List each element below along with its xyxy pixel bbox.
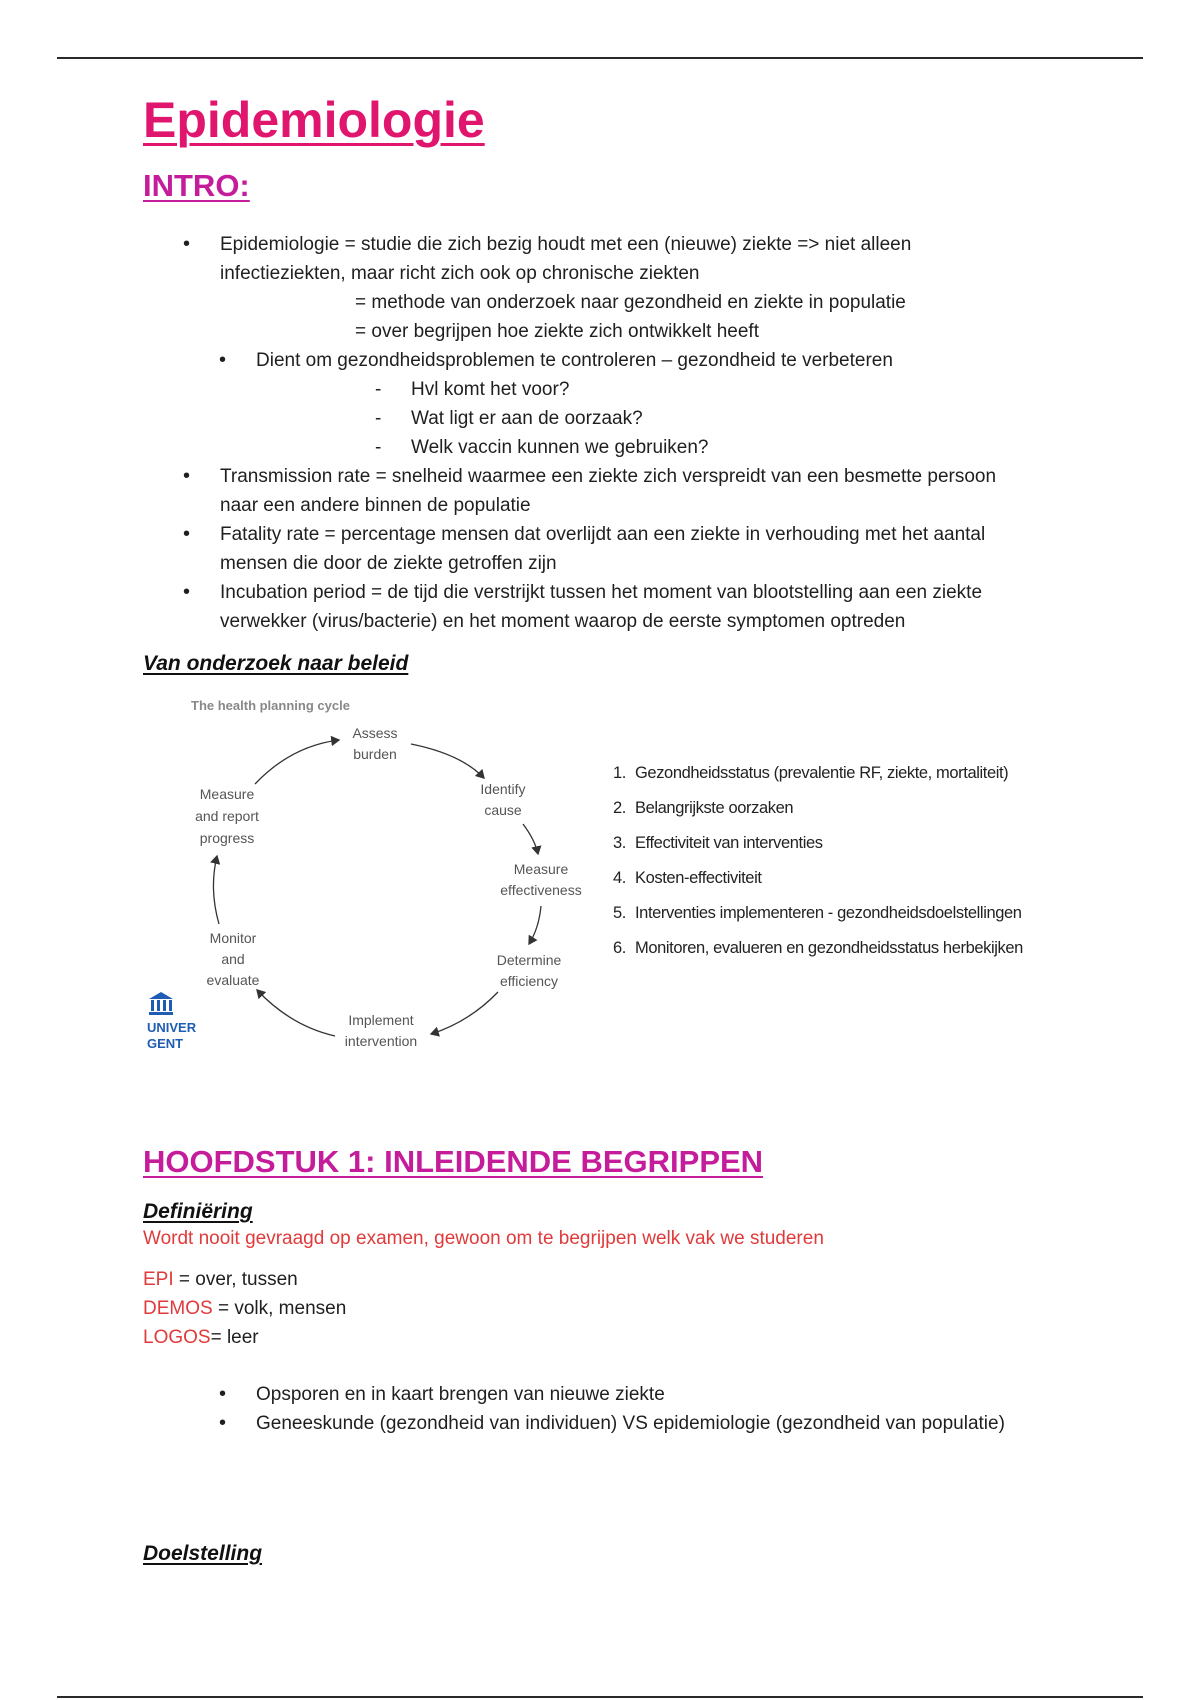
intro-item2-line2: naar een andere binnen de populatie [220,495,531,516]
list-item [143,578,1073,636]
cycle-title: The health planning cycle [191,698,350,713]
definition-row: LOGOS= leer [143,1327,259,1348]
list-item: 3. Effectiviteit van interventies [613,834,823,852]
node-identify-2: cause [484,802,522,818]
list-item: 6. Monitoren, evalueren en gezondheidsstatus herbekijken [613,939,1023,957]
cycle-arrow [529,906,541,944]
planning-steps-list [613,756,1023,966]
health-planning-cycle-diagram [143,684,603,1084]
page-title: Epidemiologie [143,92,485,148]
intro-item3-line2: mensen die door de ziekte getroffen zijn [220,553,557,574]
node-measure-rep-3: progress [199,830,255,846]
intro-item1-line4: = over begrijpen hoe ziekte zich ontwikkelt heeft [355,321,759,342]
list-item [143,462,1073,520]
list-item: - Welk vaccin kunnen we gebruiken? [143,433,1073,462]
intro-item4-line1: Incubation period = de tijd die verstrijkt tussen het moment van blootstelling aan een ziekte [220,582,983,603]
intro-item2-line1: Transmission rate = snelheid waarmee een ziekte zich verspreidt van een besmette persoon [220,466,997,487]
definition-row: DEMOS = volk, mensen [143,1298,347,1319]
cycle-arrow [411,744,484,778]
beleid-heading: Van onderzoek naar beleid [143,652,409,675]
list-item: 4. Kosten-effectiviteit [613,869,762,887]
health-planning-figure [143,684,1073,1084]
definiering-heading: Definiëring [143,1200,253,1223]
node-implement-2: intervention [344,1033,418,1049]
university-logo [147,990,196,1052]
list-item: 2. Belangrijkste oorzaken [613,799,794,817]
cycle-arrow [255,740,339,784]
intro-item1-line1: Epidemiologie = studie die zich bezig houdt met een (nieuwe) ziekte => niet alleen [220,234,912,255]
bottom-rule [57,1696,1143,1698]
node-determine-1: Determine [496,952,562,968]
intro-item3-line1: Fatality rate = percentage mensen dat overlijdt aan een ziekte in verhouding met het aantal [220,524,986,545]
intro-item1-line2: infectieziekten, maar richt zich ook op chronische ziekten [220,263,700,284]
intro-subitem: Dient om gezondheidsproblemen te controleren – gezondheid te verbeteren [256,350,893,371]
intro-heading: INTRO: [143,168,250,203]
node-monitor-3: evaluate [206,972,260,988]
exam-note: Wordt nooit gevraagd op examen, gewoon om te begrijpen welk vak we studeren [143,1228,824,1249]
intro-item4-line2: verwekker (virus/bacterie) en het moment waarop de eerste symptomen optreden [220,611,906,632]
list-item: 5. Interventies implementeren - gezondheidsdoelstellingen [613,904,1022,922]
building-icon [147,990,175,1016]
list-item: - Hvl komt het voor? [143,375,1073,404]
list-item: • Geneeskunde (gezondheid van individuen) VS epidemiologie (gezondheid van populatie) [143,1409,1073,1438]
cycle-arrow [523,824,538,854]
list-item [143,520,1073,578]
node-measure-eff-1: Measure [513,861,569,877]
node-measure-rep-2: and report [195,808,259,824]
cycle-arrow [431,992,498,1034]
node-measure-rep-1: Measure [199,786,255,802]
list-item: - Wat ligt er aan de oorzaak? [143,404,1073,433]
cycle-arrow [257,990,335,1036]
list-item [143,230,1073,462]
doelstelling-heading: Doelstelling [143,1542,263,1565]
cycle-arrow [213,856,219,924]
logo-text-1: UNIVER [147,1020,197,1035]
node-implement-1: Implement [348,1012,414,1028]
logo-text-2: GENT [147,1036,184,1051]
definition-row: EPI = over, tussen [143,1269,298,1290]
node-identify-1: Identify [480,781,526,797]
node-monitor-1: Monitor [209,930,257,946]
chapter1-heading: HOOFDSTUK 1: INLEIDENDE BEGRIPPEN [143,1144,764,1179]
list-item [143,346,1073,462]
intro-item1-line3: = methode van onderzoek naar gezondheid en ziekte in populatie [355,292,906,313]
node-assess-1: Assess [352,725,398,741]
top-rule [57,57,1143,59]
node-measure-eff-2: effectiveness [500,882,582,898]
node-determine-2: efficiency [499,973,559,989]
list-item: 1. Gezondheidsstatus (prevalentie RF, ziekte, mortaliteit) [613,764,1009,782]
node-monitor-2: and [221,951,245,967]
chapter1-bullets [143,1380,1073,1438]
node-assess-2: burden [353,746,397,762]
list-item: • Opsporen en in kaart brengen van nieuwe ziekte [143,1380,1073,1409]
document-page [143,88,1073,1566]
definitions [143,1265,1073,1352]
intro-list [143,230,1073,636]
